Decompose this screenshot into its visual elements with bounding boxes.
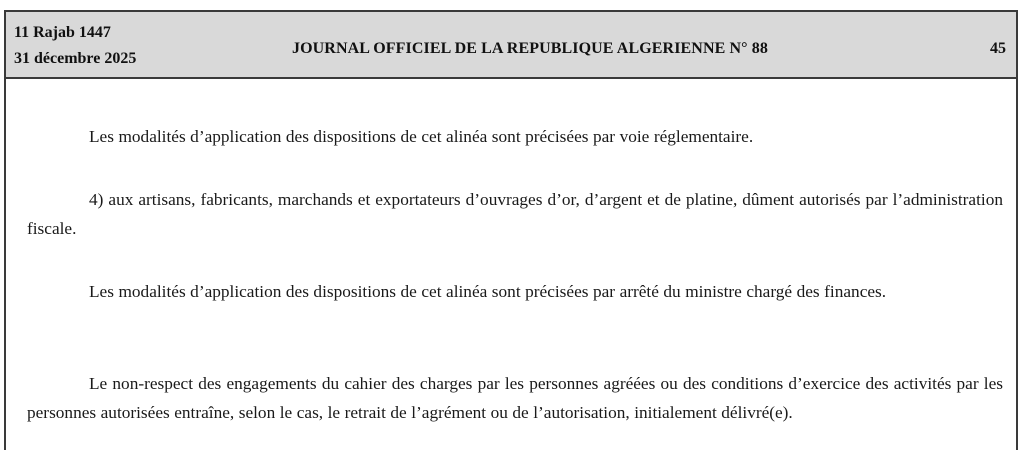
issue-date xyxy=(14,20,136,72)
paragraph: 4) aux artisans, fabricants, marchands et exportateurs d’ouvrages d’or, d’argent et de platine, dûment autorisés par l’administration fiscale. xyxy=(27,190,1003,238)
paragraph: Le non-respect des engagements du cahier des charges par les personnes agréées ou des conditions d’exercice des activités par les personnes autorisées entraîne, selon le cas, le retrait de l’agrément ou de l’autorisation, initialement délivré(e). xyxy=(27,374,1003,422)
document-page xyxy=(4,10,1018,450)
date-hijri: 11 Rajab 1447 xyxy=(14,24,111,41)
page-number: 45 xyxy=(990,40,1006,57)
paragraph: Les modalités d’application des dispositions de cet alinéa sont précisées par voie réglementaire. xyxy=(89,127,754,146)
date-gregorian: 31 décembre 2025 xyxy=(14,50,137,67)
page-header xyxy=(6,12,1016,79)
journal-title: JOURNAL OFFICIEL DE LA REPUBLIQUE ALGERIENNE N° 88 xyxy=(292,40,768,57)
paragraph: Les modalités d’application des dispositions de cet alinéa sont précisées par arrêté du ministre chargé des finances. xyxy=(89,282,887,301)
